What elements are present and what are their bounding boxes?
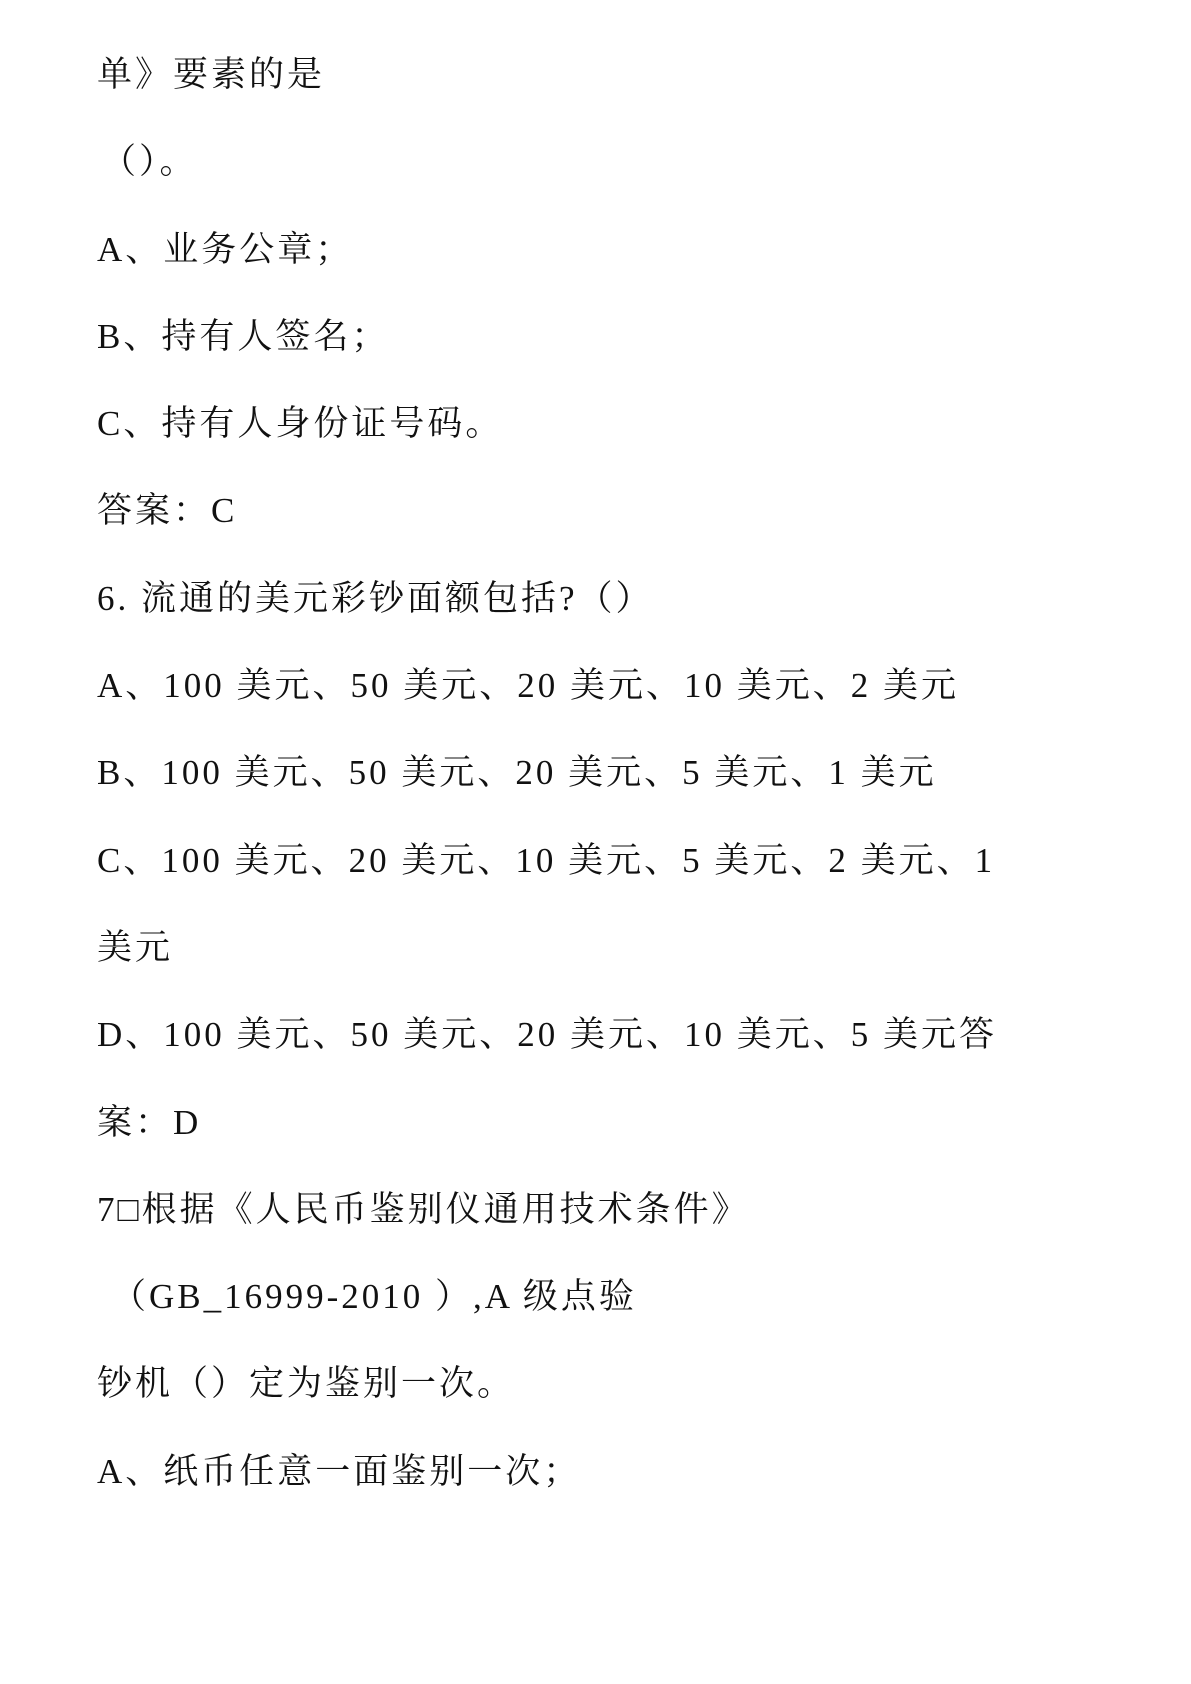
question-7-cont: 钞机（）定为鉴别一次。 [97, 1364, 516, 1404]
option-b: B、持有人签名； [97, 316, 390, 356]
question-6: 6. 流通的美元彩钞面额包括?（） [97, 578, 654, 618]
text-line-blank-paren: （）。 [101, 142, 198, 182]
question-6-option-c: C、100 美元、20 美元、10 美元、5 美元、2 美元、1 [97, 840, 996, 880]
question-7-standard: （GB_16999-2010 ）,A 级点验 [111, 1277, 637, 1317]
question-6-option-c-cont: 美元 [97, 927, 174, 967]
question-6-answer: 案：D [97, 1102, 202, 1142]
question-6-option-b: B、100 美元、50 美元、20 美元、5 美元、1 美元 [97, 753, 937, 793]
option-a: A、业务公章； [97, 229, 354, 269]
option-c: C、持有人身份证号码。 [97, 404, 504, 444]
text-line-question-tail: 单》要素的是 [97, 55, 326, 94]
question-7-option-a: A、纸币任意一面鉴别一次； [97, 1451, 582, 1491]
document-body [97, 31, 1157, 1515]
question-7: 7□根据《人民币鉴别仪通用技术条件》 [97, 1189, 750, 1229]
answer-line: 答案：C [97, 491, 238, 531]
question-6-option-a: A、100 美元、50 美元、20 美元、10 美元、2 美元 [97, 666, 960, 706]
question-6-option-d: D、100 美元、50 美元、20 美元、10 美元、5 美元答 [97, 1015, 998, 1055]
